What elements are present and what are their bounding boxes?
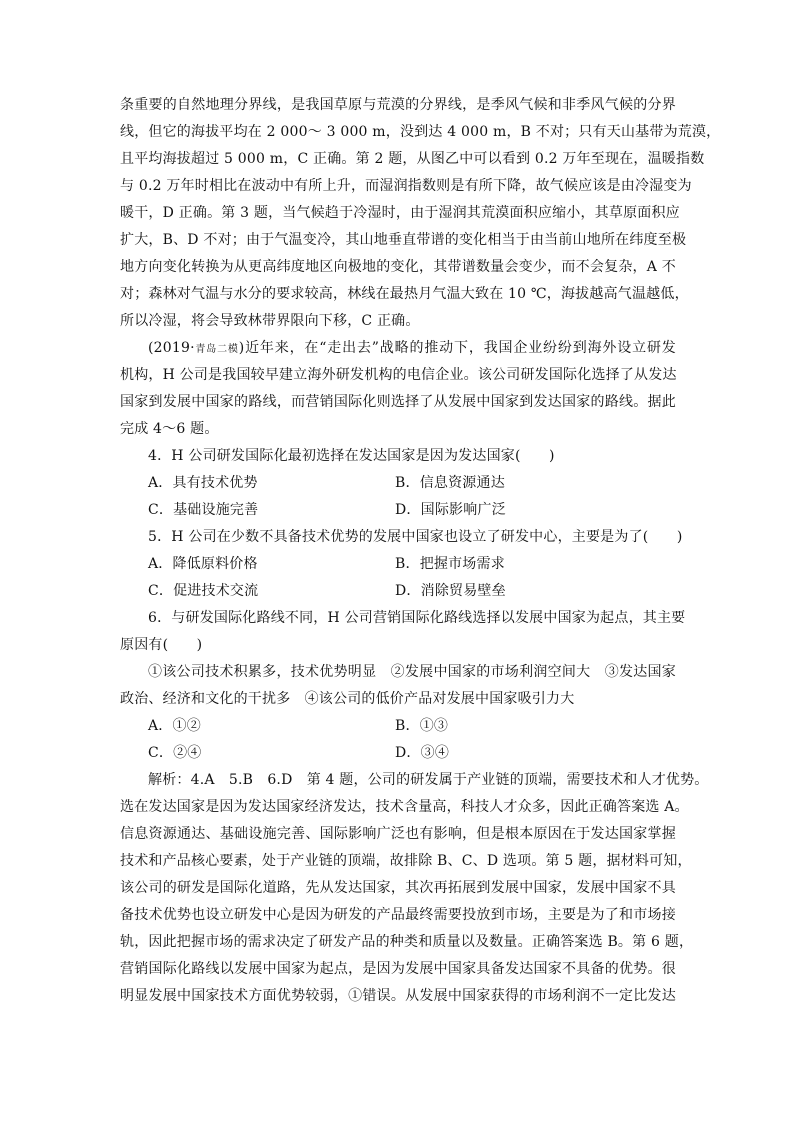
text-line: 国家到发展中国家的路线，而营销国际化则选择了从发展中国家到发达国家的路线。据此 — [120, 394, 676, 410]
text-line: 暖干，D 正确。第 3 题，当气候趋于冷湿时，由于湿润其荒漠面积应缩小，其草原面积应 — [120, 205, 680, 221]
option-d: D．③④ — [395, 745, 450, 761]
intro-text: )近年来，在“走出去”战略的推动下，我国企业纷纷到海外设立研发 — [238, 340, 676, 356]
option-d: D．国际影响广泛 — [395, 502, 506, 518]
source-tag: 青岛二模 — [194, 344, 239, 355]
option-a: A．降低原料价格 — [148, 556, 258, 572]
option-a: A．具有技术优势 — [148, 475, 258, 491]
question-stem: 5．H 公司在少数不具备技术优势的发展中国家也设立了研发中心，主要是为了( ) — [148, 529, 683, 545]
option-b: B．把握市场需求 — [395, 556, 505, 572]
question-4 — [120, 443, 676, 524]
option-row — [120, 470, 676, 497]
answer-explanation-continued — [120, 92, 721, 335]
intro-first-line — [120, 335, 676, 362]
statement-line: ①该公司技术积累多，技术优势明显 ②发展中国家的市场利润空间大 ③发达国家 — [148, 664, 676, 680]
text-line: 技术和产品核心要素，处于产业链的顶端，故排除 B、C、D 选项。第 5 题，据材料可知， — [120, 853, 692, 869]
text-line: 且平均海拔超过 5 000 m，C 正确。第 2 题，从图乙中可以看到 0.2 万年至现在，温暖指数 — [120, 151, 705, 167]
text-line: 扩大，B、D 不对；由于气温变冷，其山地垂直带谱的变化相当于由当前山地所在纬度至极 — [120, 232, 687, 248]
text-line: 完成 4～6 题。 — [120, 421, 219, 437]
option-a: A．①② — [148, 718, 201, 734]
text-line: 备技术优势也设立研发中心是因为研发的产品最终需要投放到市场，主要是为了和市场接 — [120, 907, 676, 923]
question-6 — [120, 605, 686, 767]
text-line: 营销国际化路线以发展中国家为起点，是因为发展中国家具备发达国家不具备的优势。很 — [120, 961, 676, 977]
text-line: 轨，因此把握市场的需求决定了研发产品的种类和质量以及数量。正确答案选 B。第 6 题， — [120, 934, 694, 950]
text-line: 解析：4.A 5.B 6.D 第 4 题，公司的研发属于产业链的顶端，需要技术和人才优势。 — [148, 772, 709, 788]
option-c: C．促进技术交流 — [148, 583, 259, 599]
text-line: 线，但它的海拔平均在 2 000～ 3 000 m，没到达 4 000 m，B 不对；只有天山基带为荒漠， — [120, 124, 721, 140]
question-stem: 原因有( ) — [120, 637, 203, 653]
text-line: 地方向变化转换为从更高纬度地区向极地的变化，其带谱数量会变少，而不会复杂，A 不 — [120, 259, 676, 275]
question-stem: 6．与研发国际化路线不同，H 公司营销国际化路线选择以发展中国家为起点，其主要 — [148, 610, 686, 626]
statement-line: 政治、经济和文化的干扰多 ④该公司的低价产品对发展中国家吸引力大 — [120, 691, 575, 707]
option-row — [120, 497, 676, 524]
question-intro — [120, 335, 676, 443]
text-line: 所以冷湿，将会导致林带界限向下移，C 正确。 — [120, 313, 420, 329]
option-row — [120, 578, 676, 605]
text-line: 该公司的研发是国际化道路，先从发达国家，其次再拓展到发展中国家，发展中国家不具 — [120, 880, 676, 896]
question-stem: 4．H 公司研发国际化最初选择在发达国家是因为发达国家( ) — [148, 448, 555, 464]
text-line: 选在发达国家是因为发达国家经济发达，技术含量高，科技人才众多，因此正确答案选 A。 — [120, 799, 689, 815]
answer-analysis — [120, 767, 709, 1010]
question-5 — [120, 524, 683, 605]
text-line: 明显发展中国家技术方面优势较弱，①错误。从发展中国家获得的市场利润不一定比发达 — [120, 988, 676, 1004]
document-page — [120, 92, 721, 1010]
option-d: D．消除贸易壁垒 — [395, 583, 506, 599]
option-row — [120, 740, 676, 767]
option-row — [120, 551, 676, 578]
option-row — [120, 713, 676, 740]
option-c: C．基础设施完善 — [148, 502, 259, 518]
text-line: 机构，H 公司是我国较早建立海外研发机构的电信企业。该公司研发国际化选择了从发达 — [120, 367, 677, 383]
source-prefix: (2019· — [148, 340, 195, 356]
option-b: B．信息资源通达 — [395, 475, 505, 491]
text-line: 条重要的自然地理分界线，是我国草原与荒漠的分界线，是季风气候和非季风气候的分界 — [120, 97, 676, 113]
text-line: 信息资源通达、基础设施完善、国际影响广泛也有影响，但是根本原因在于发达国家掌握 — [120, 826, 676, 842]
text-line: 与 0.2 万年时相比在波动中有所上升，而湿润指数则是有所下降，故气候应该是由冷湿变为 — [120, 178, 692, 194]
option-c: C．②④ — [148, 745, 202, 761]
option-b: B．①③ — [395, 718, 449, 734]
text-line: 对；森林对气温与水分的要求较高，林线在最热月气温大致在 10 ℃，海拔越高气温越低， — [120, 286, 689, 302]
